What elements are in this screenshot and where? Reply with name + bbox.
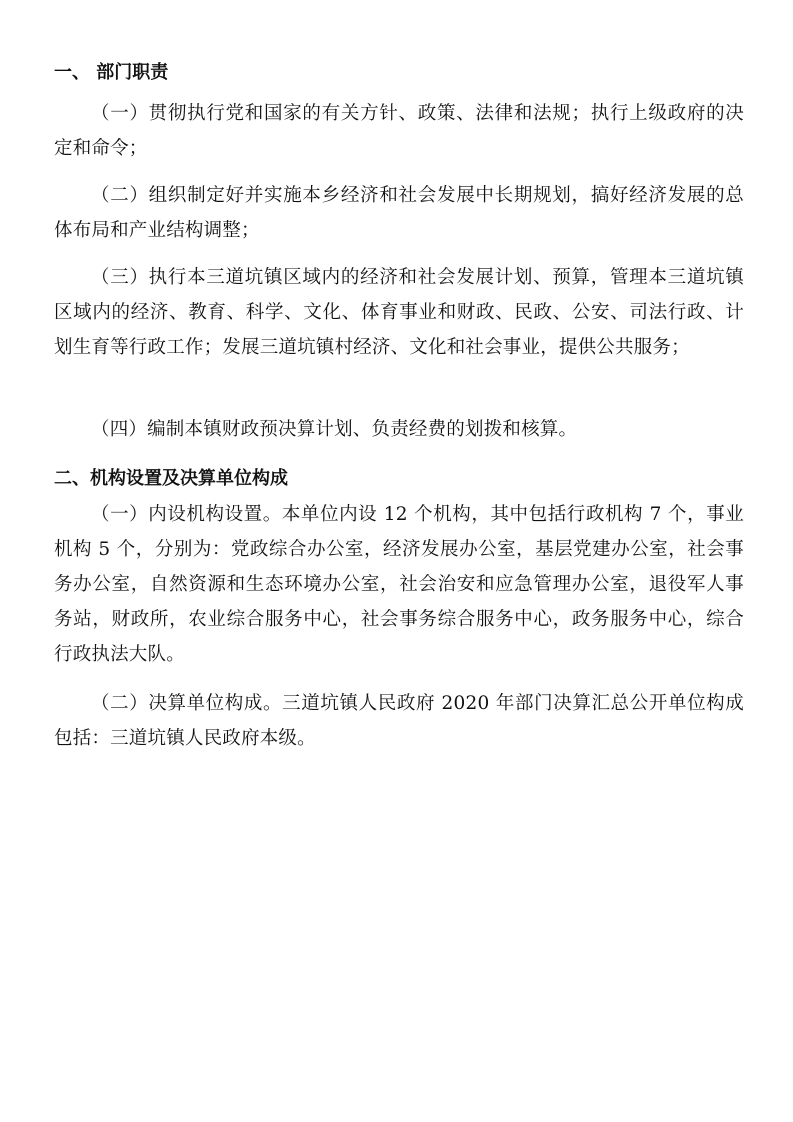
org-item-2: （二）决算单位构成。三道坑镇人民政府 2020 年部门决算汇总公开单位构成包括：三道坑镇人民政府本级。 bbox=[54, 693, 744, 749]
section-heading-organization: 二、机构设置及决算单位构成 bbox=[54, 468, 288, 489]
org-item-1: （一）内设机构设置。本单位内设 12 个机构，其中包括行政机构 7 个，事业机构 5 个，分别为：党政综合办公室，经济发展办公室，基层党建办公室，社会事务办公室，自然资源和生态环境办公室，社会治安和应急管理办公室，退役军人事务站，财政所，农业综合服务中心，社会事务综合服务中心，政务服务中心，综合行政执法大队。 bbox=[54, 504, 744, 665]
duty-item-3: （三）执行本三道坑镇区域内的经济和社会发展计划、预算，管理本三道坑镇区域内的经济、教育、科学、文化、体育事业和财政、民政、公安、司法行政、计划生育等行政工作；发展三道坑镇村经济、文化和社会事业，提供公共服务； bbox=[54, 267, 744, 358]
duty-item-2: （二）组织制定好并实施本乡经济和社会发展中长期规划，搞好经济发展的总体布局和产业结构调整； bbox=[54, 185, 744, 241]
duty-item-1: （一）贯彻执行党和国家的有关方针、政策、法律和法规；执行上级政府的决定和命令； bbox=[54, 103, 744, 159]
section-heading-duties: 一、 部门职责 bbox=[54, 62, 169, 83]
duty-item-4: （四）编制本镇财政预决算计划、负责经费的划拨和核算。 bbox=[91, 419, 578, 440]
